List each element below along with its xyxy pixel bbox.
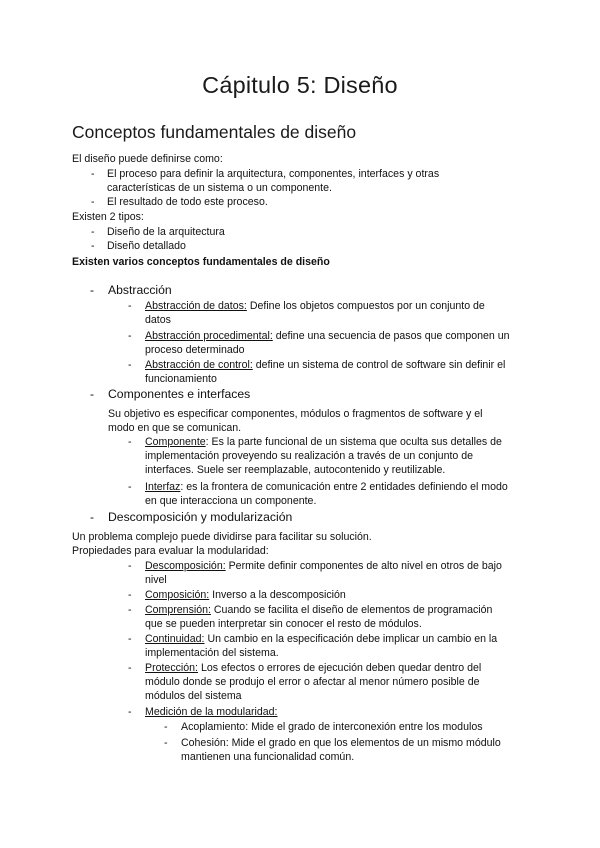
bullet-dash: - [128,633,132,645]
bullet-text [145,632,497,646]
bullet-text: implementación proveyendo su realización a través de un conjunto de [145,450,474,462]
intro-line: El diseño puede definirse como: [72,153,223,165]
bullet-text: módulos del sistema [145,690,242,702]
bullet-dash: - [128,359,132,371]
bullet-text: datos [145,314,171,326]
bullet-text: El proceso para definir la arquitectura, componentes, interfaces y otras [107,168,440,180]
bullet-dash: - [91,240,95,252]
term: Abstracción de control: [145,359,253,371]
bullet-text [145,705,278,719]
bold-statement: Existen varios conceptos fundamentales de diseño [72,256,330,268]
bullet-text [145,603,492,617]
bullet-dash: - [128,589,132,601]
intro-line: Existen 2 tipos: [72,211,144,223]
bullet-dash: - [128,300,132,312]
definition: define una secuencia de pasos que componen un [272,330,510,342]
bullet-text: que se pueden interpretar sin conocer el resto de módulos. [145,618,422,630]
bullet-text [145,358,505,372]
bullet-dash: - [128,436,132,448]
term: Descomposición: [145,560,226,572]
bullet-text [145,661,481,675]
bullet-text: Diseño detallado [107,240,186,252]
bullet-text: Acoplamiento: Mide el grado de interconexión entre los modulos [181,721,483,733]
definition: Un cambio en la especificación debe implicar un cambio en la [204,633,498,645]
bullet-dash: - [128,560,132,572]
definition: Permite definir componentes de alto nivel en otros de bajo [225,560,502,572]
paragraph-line: Su objetivo es especificar componentes, módulos o fragmentos de software y el [108,408,483,420]
bullet-dash: - [91,168,95,180]
bullet-dash: - [90,510,95,524]
term: Medición de la modularidad: [145,706,278,718]
bullet-text [145,588,346,602]
term: Composición: [145,589,210,601]
paragraph-line: modo en que se comunican. [108,422,242,434]
bullet-text: Diseño de la arquitectura [107,226,225,238]
bullet-text: implementación del sistema. [145,647,279,659]
bullet-dash: - [128,706,132,718]
bullet-dash: - [128,604,132,616]
paragraph-line: Un problema complejo puede dividirse para facilitar su solución. [72,531,372,543]
concept-heading: Abstracción [108,283,172,297]
bullet-text: características de un sistema o un componente. [107,182,332,194]
bullet-dash: - [128,481,132,493]
bullet-text: funcionamiento [145,373,217,385]
bullet-text [145,435,502,449]
bullet-text: mantienen una funcionalidad común. [181,751,355,763]
term: Abstracción procedimental: [145,330,273,342]
bullet-text [145,559,502,573]
paragraph-line: Propiedades para evaluar la modularidad: [72,545,269,557]
definition: Cuando se facilita el diseño de elementos de programación [210,604,493,616]
bullet-text: interfaces. Suele ser reemplazable, autocontenido y reutilizable. [145,464,446,476]
definition: Los efectos o errores de ejecución deben quedar dentro del [198,662,482,674]
term: Protección: [145,662,198,674]
term: Interfaz [145,481,181,493]
bullet-text: nivel [145,574,167,586]
section-heading: Conceptos fundamentales de diseño [72,122,357,142]
concept-heading: Descomposición y modularización [108,510,293,524]
bullet-text [145,299,485,313]
bullet-text [145,480,508,494]
term: Comprensión: [145,604,211,616]
bullet-text: en que interacciona un componente. [145,495,317,507]
bullet-dash: - [128,662,132,674]
term: Abstracción de datos: [145,300,247,312]
page-title: Cápitulo 5: Diseño [202,72,398,98]
bullet-dash: - [90,283,95,297]
bullet-dash: - [91,196,95,208]
bullet-dash: - [91,226,95,238]
definition: define un sistema de control de software sin definir el [252,359,506,371]
bullet-text: módulo donde se produjo el error o afectar al menor número posible de [145,676,480,688]
bullet-dash: - [164,737,168,749]
bullet-text: proceso determinado [145,344,245,356]
definition: : es la frontera de comunicación entre 2 entidades definiendo el modo [180,481,508,493]
bullet-text [145,329,510,343]
definition: : Es la parte funcional de un sistema que oculta sus detalles de [205,436,502,448]
concept-heading: Componentes e interfaces [108,387,251,401]
bullet-dash: - [90,387,95,401]
definition: Define los objetos compuestos por un conjunto de [246,300,485,312]
definition: Inverso a la descomposición [209,589,346,601]
bullet-dash: - [164,721,168,733]
term: Componente [145,436,206,448]
bullet-dash: - [128,330,132,342]
bullet-text: Cohesión: Mide el grado en que los elementos de un mismo módulo [181,737,501,749]
bullet-text: El resultado de todo este proceso. [107,196,268,208]
term: Continuidad: [145,633,205,645]
